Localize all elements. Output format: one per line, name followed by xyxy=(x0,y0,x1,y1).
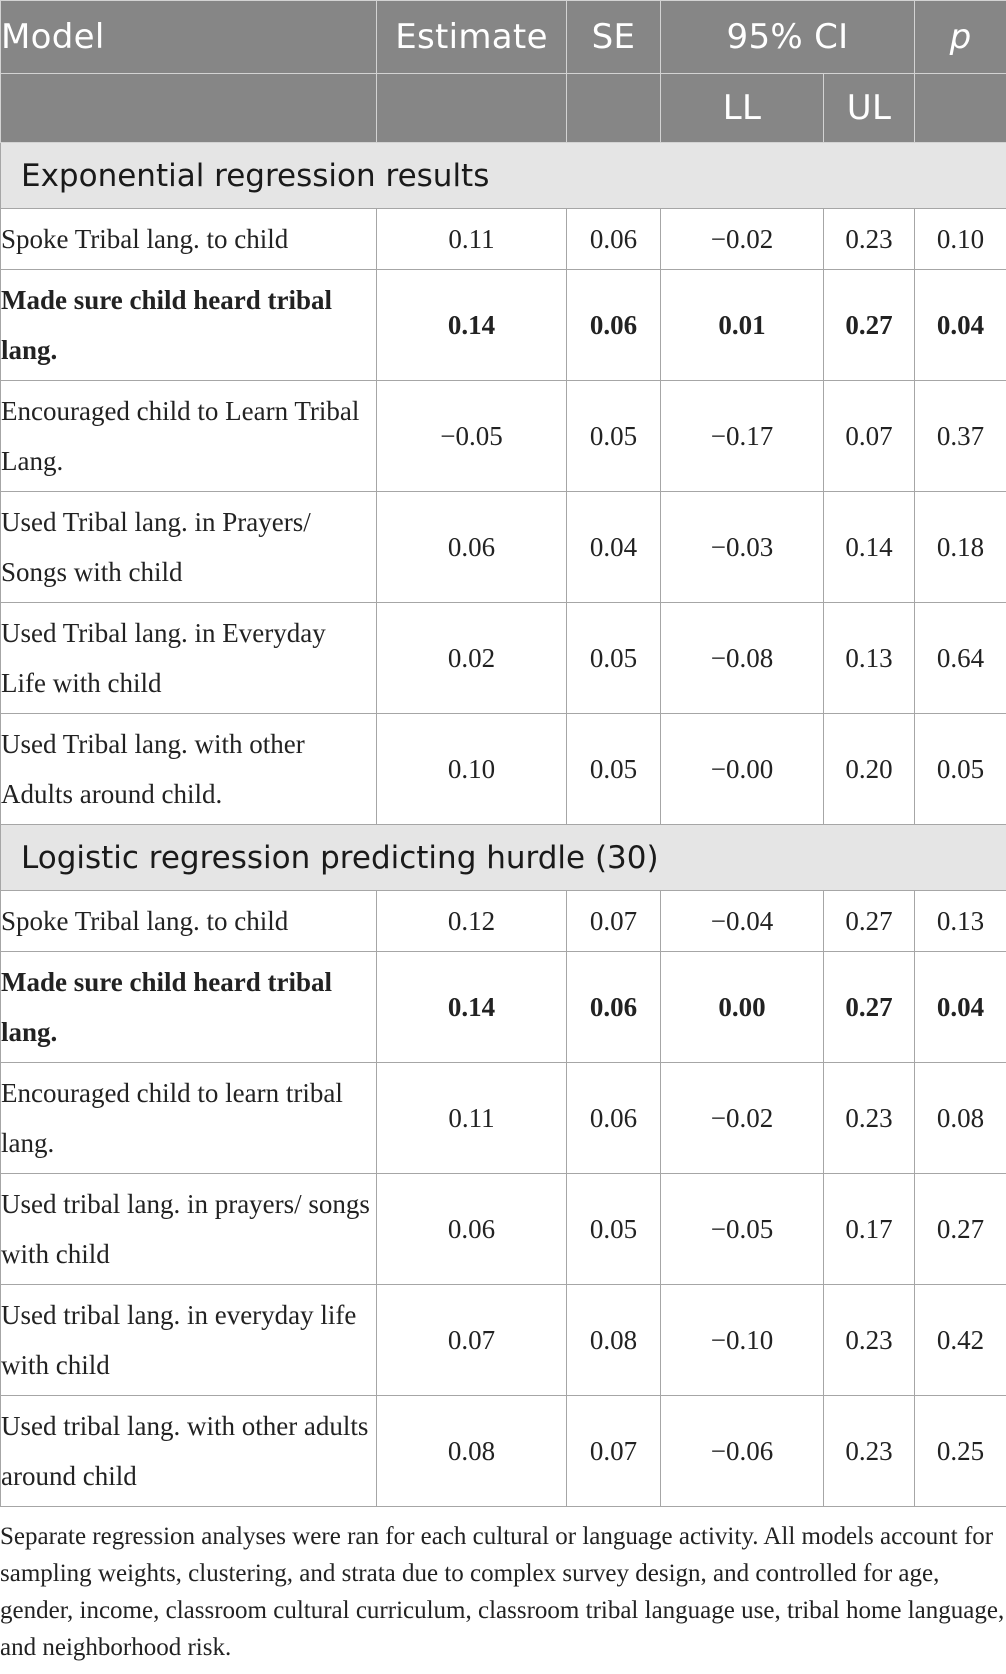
table-row xyxy=(1,1063,1006,1174)
section-title: Exponential regression results xyxy=(1,143,1006,209)
cell-estimate: 0.14 xyxy=(377,952,567,1063)
cell-p: 0.05 xyxy=(915,714,1006,825)
cell-ul: 0.23 xyxy=(824,1396,915,1507)
cell-estimate: 0.14 xyxy=(377,270,567,381)
col-header-se: SE xyxy=(567,1,661,74)
cell-se: 0.06 xyxy=(567,270,661,381)
table-row xyxy=(1,1285,1006,1396)
subheader-empty xyxy=(915,74,1006,143)
cell-p: 0.04 xyxy=(915,952,1006,1063)
subheader-empty xyxy=(1,74,377,143)
cell-p: 0.13 xyxy=(915,891,1006,952)
cell-p: 0.18 xyxy=(915,492,1006,603)
cell-p: 0.64 xyxy=(915,603,1006,714)
row-label: Used Tribal lang. in Prayers/ Songs with child xyxy=(1,492,377,603)
col-header-estimate: Estimate xyxy=(377,1,567,74)
cell-se: 0.05 xyxy=(567,381,661,492)
cell-se: 0.04 xyxy=(567,492,661,603)
cell-estimate: −0.05 xyxy=(377,381,567,492)
cell-ul: 0.27 xyxy=(824,891,915,952)
cell-estimate: 0.10 xyxy=(377,714,567,825)
table-row xyxy=(1,603,1006,714)
row-label: Made sure child heard tribal lang. xyxy=(1,270,377,381)
cell-ul: 0.17 xyxy=(824,1174,915,1285)
cell-ll: −0.06 xyxy=(661,1396,824,1507)
row-label: Made sure child heard tribal lang. xyxy=(1,952,377,1063)
row-label: Encouraged child to Learn Tribal Lang. xyxy=(1,381,377,492)
table-row xyxy=(1,714,1006,825)
cell-p: 0.08 xyxy=(915,1063,1006,1174)
row-label: Encouraged child to learn tribal lang. xyxy=(1,1063,377,1174)
header-row xyxy=(1,1,1006,74)
section-row xyxy=(1,825,1006,891)
cell-ul: 0.23 xyxy=(824,1285,915,1396)
row-label: Used tribal lang. with other adults around child xyxy=(1,1396,377,1507)
cell-ll: 0.00 xyxy=(661,952,824,1063)
cell-estimate: 0.11 xyxy=(377,1063,567,1174)
row-label: Spoke Tribal lang. to child xyxy=(1,891,377,952)
col-header-model: Model xyxy=(1,1,377,74)
cell-estimate: 0.11 xyxy=(377,209,567,270)
table-row xyxy=(1,952,1006,1063)
cell-ul: 0.23 xyxy=(824,1063,915,1174)
col-header-ci: 95% CI xyxy=(661,1,915,74)
cell-estimate: 0.12 xyxy=(377,891,567,952)
cell-se: 0.06 xyxy=(567,209,661,270)
cell-estimate: 0.07 xyxy=(377,1285,567,1396)
table-row xyxy=(1,492,1006,603)
cell-ul: 0.23 xyxy=(824,209,915,270)
subheader-empty xyxy=(377,74,567,143)
table-row xyxy=(1,209,1006,270)
col-header-ul: UL xyxy=(824,74,915,143)
cell-ll: −0.00 xyxy=(661,714,824,825)
cell-se: 0.06 xyxy=(567,952,661,1063)
cell-p: 0.27 xyxy=(915,1174,1006,1285)
cell-ll: −0.10 xyxy=(661,1285,824,1396)
cell-ul: 0.27 xyxy=(824,952,915,1063)
cell-estimate: 0.02 xyxy=(377,603,567,714)
cell-estimate: 0.08 xyxy=(377,1396,567,1507)
table-row xyxy=(1,1174,1006,1285)
col-header-p: p xyxy=(915,1,1006,74)
cell-se: 0.05 xyxy=(567,714,661,825)
table-row xyxy=(1,381,1006,492)
cell-se: 0.05 xyxy=(567,1174,661,1285)
table-footnote: Separate regression analyses were ran for each cultural or language activity. All models account for sampling weights, clustering, and strata due to complex survey design, and controlled for age, gender, income, classroom cultural curriculum, classroom tribal language use, tribal home language, and neighborhood risk. xyxy=(0,1523,1005,1661)
cell-ul: 0.14 xyxy=(824,492,915,603)
cell-ul: 0.20 xyxy=(824,714,915,825)
section-row xyxy=(1,143,1006,209)
cell-ul: 0.07 xyxy=(824,381,915,492)
table-row xyxy=(1,270,1006,381)
row-label: Used tribal lang. in prayers/ songs with child xyxy=(1,1174,377,1285)
row-label: Used Tribal lang. with other Adults around child. xyxy=(1,714,377,825)
cell-se: 0.07 xyxy=(567,891,661,952)
cell-ll: −0.05 xyxy=(661,1174,824,1285)
table-row xyxy=(1,1396,1006,1507)
cell-p: 0.25 xyxy=(915,1396,1006,1507)
cell-ul: 0.13 xyxy=(824,603,915,714)
cell-se: 0.07 xyxy=(567,1396,661,1507)
cell-ll: −0.02 xyxy=(661,1063,824,1174)
cell-ll: −0.02 xyxy=(661,209,824,270)
subheader-empty xyxy=(567,74,661,143)
cell-ll: 0.01 xyxy=(661,270,824,381)
cell-estimate: 0.06 xyxy=(377,492,567,603)
cell-ll: −0.03 xyxy=(661,492,824,603)
cell-se: 0.05 xyxy=(567,603,661,714)
row-label: Used Tribal lang. in Everyday Life with child xyxy=(1,603,377,714)
cell-ll: −0.08 xyxy=(661,603,824,714)
subheader-row xyxy=(1,74,1006,143)
cell-se: 0.08 xyxy=(567,1285,661,1396)
section-title: Logistic regression predicting hurdle (30) xyxy=(1,825,1006,891)
cell-estimate: 0.06 xyxy=(377,1174,567,1285)
cell-ll: −0.17 xyxy=(661,381,824,492)
col-header-ll: LL xyxy=(661,74,824,143)
cell-p: 0.37 xyxy=(915,381,1006,492)
row-label: Spoke Tribal lang. to child xyxy=(1,209,377,270)
cell-ll: −0.04 xyxy=(661,891,824,952)
cell-se: 0.06 xyxy=(567,1063,661,1174)
cell-p: 0.10 xyxy=(915,209,1006,270)
table-row xyxy=(1,891,1006,952)
cell-ul: 0.27 xyxy=(824,270,915,381)
cell-p: 0.04 xyxy=(915,270,1006,381)
cell-p: 0.42 xyxy=(915,1285,1006,1396)
row-label: Used tribal lang. in everyday life with child xyxy=(1,1285,377,1396)
